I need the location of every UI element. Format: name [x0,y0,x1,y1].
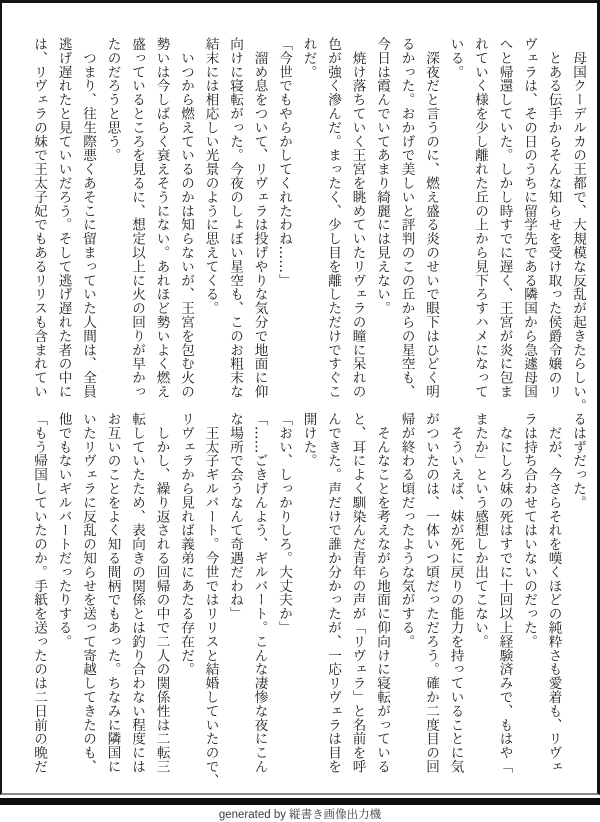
text-line: は、リヴェラの妹で王太子妃でもあるリリスも含まれてい [31,37,47,399]
text-line: 他でもないギルバートだったりする。 [55,412,72,649]
text-line: 逃げ遅れたと見ていいだろう。そして逃げ遅れた者の中に [55,37,72,399]
text-line: たのだろうと思う。 [104,37,121,163]
footer-divider-rule [0,798,600,805]
text-line: 「おい、しっかりしろ。大丈夫か」 [276,412,292,635]
text-line: れだ。 [300,37,317,79]
text-line: 結末には相応しい光景のように思えてくる。 [202,37,219,315]
text-line: 母国クーデルカの王都で、大規模な反乱が起きたらしい。 [570,37,586,413]
text-line: ヴェラは、その日のうちに留学先である隣国から急遽母国 [521,37,537,399]
text-line: いる。 [447,37,464,79]
text-line: れていく様を少し離れた丘の上から見下ろすハメになって [472,37,488,399]
text-line: 盛っているところを見るに、想定以上に火の回りが早かっ [129,37,145,399]
text-line: 向けに寝転がった。今夜のしょぼい星空も、このお粗末な [227,37,243,399]
generator-credit: generated by 縦書き画像出力機 [218,808,382,821]
footer-bar [0,805,600,822]
text-block-top [27,37,591,411]
text-line: リヴェラから見れば義弟にあたる存在だ。 [178,412,194,677]
text-line: だが、今さらそれを嘆くほどの純粋さも愛着も、リヴェ [545,412,562,774]
text-line: いたリヴェラに反乱の知らせを送って寄越してきたのも、 [80,412,96,774]
text-line: るはずだった。 [570,412,586,510]
text-line: つまり、往生際悪くあそこに留まっていた人間は、全員 [80,37,96,399]
text-line: お互いのことをよく知る間柄でもあった。ちなみに隣国に [104,412,121,774]
text-line: 「今世でもやらかしてくれたわね……」 [276,37,292,288]
text-line: 帰が終わる頃だったような気がする。 [398,412,415,649]
text-line: 転していたため、表向きの関係とは釣り合わない程度には [129,412,145,774]
text-line: 「……ごきげんよう、ギルバート。こんな凄惨な夜にこん [251,412,268,774]
text-line: 開けた。 [300,412,317,468]
text-line: 深夜だと言うのに、燃え盛る炎のせいで眼下はひどく明 [423,37,439,399]
text-line: 「もう帰国していたのか。手紙を送ったのは二日前の晩だ [31,412,47,774]
text-line: な場所で会うなんて奇遇だわね」 [227,412,243,621]
text-line: へと帰還していた。しかし時すでに遅く、王宮が炎に包ま [496,37,513,399]
text-line: なにしろ妹の死はすでに十回以上経験済みで、もはや「 [496,412,513,774]
text-line: 勢いは今しばらく衰えそうにない。あれほど勢いよく燃え [153,37,170,399]
text-line: るかった。おかげで美しいと評判のこの丘からの星空も、 [398,37,415,399]
text-line: 焼け落ちていく王宮を眺めていたリヴェラの瞳に呆れの [349,37,366,399]
text-line: またか」という感想しか出てこない。 [472,412,488,649]
text-line: そんなことを考えながら地面に仰向けに寝転がっている [374,412,390,774]
text-line: 王太子ギルバート。今世ではリリスと結婚していたので、 [202,412,219,788]
text-line: 色が強く滲んだ。まったく、少し目を離しただけですぐこ [325,37,341,399]
text-line: いつから燃えているのかは知らないが、王宮を包む火の [178,37,194,399]
text-line: と、耳によく馴染んだ青年の声が「リヴェラ」と名前を呼 [349,412,366,774]
text-line: とある伝手からそんな知らせを受け取った侯爵令嬢のリ [545,37,562,399]
text-line: んできた。声だけで誰か分かったが、一応リヴェラは目を [325,412,341,774]
text-line: ラは持ち合わせてはいないのだった。 [521,412,537,649]
text-block-bottom [27,412,591,786]
text-line: 溜め息をついて、リヴェラは投げやりな気分で地面に仰 [251,37,268,399]
text-line: がついたのは、一体いつ頃だっただろう。確か二度目の回 [423,412,439,774]
text-line: そういえば、妹が死に戻りの能力を持っていることに気 [447,412,464,774]
text-line: 今日は霞んでいてあまり綺麗には見えない。 [374,37,390,315]
text-line: しかし、繰り返される回帰の中で二人の関係性は二転三 [153,412,170,774]
